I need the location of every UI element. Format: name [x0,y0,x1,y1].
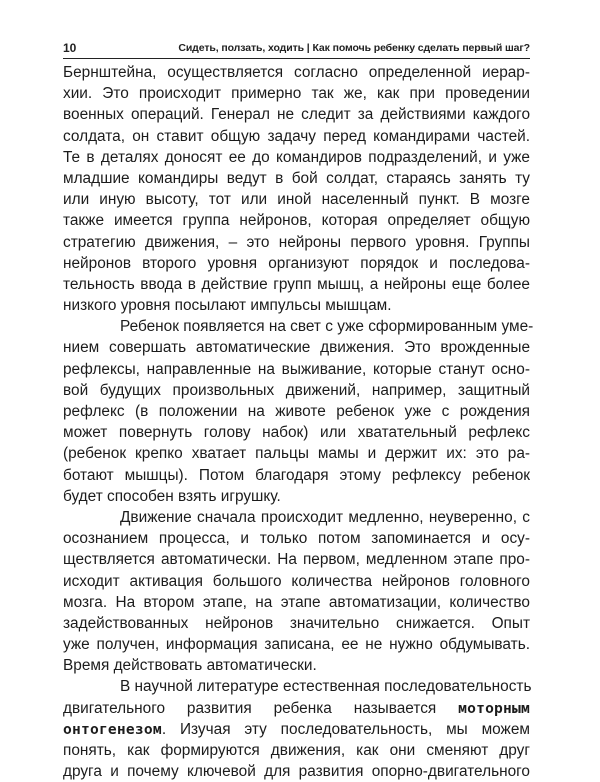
text-line: ботают мышцы). Потом благодаря этому рефлексу ребенок [63,466,530,484]
text-line: также имеется группа нейронов, которая определяет общую [63,212,530,230]
text-line: тельность ввода в действие групп мышц, а нейроны еще более [63,275,530,293]
term-motor: моторным [458,699,530,717]
text-line: будет способен взять игрушку. [63,487,281,505]
text-line: Движение сначала происходит медленно, неуверенно, с [120,508,530,526]
text-line: нием совершать автоматические движения. Это врожденные [63,339,530,357]
paragraph-4 [63,676,530,782]
paragraph-1 [63,62,530,316]
text-line: понять, как формируются движения, как они сменяют друг [63,742,530,759]
text-line: друга и почему ключевой для развития опорно-двигательного [63,763,530,781]
text-line: исходит активация большого количества нейронов головного [63,572,530,590]
text-line: вой будущих произвольных движений, например, защитный [63,381,530,399]
paragraph-3 [63,507,530,677]
body-text [63,62,534,782]
page-number: 10 [63,41,77,55]
text-line: Те в деталях доносят ее до командиров подразделений, и уже [63,148,530,166]
text-line: хии. Это происходит примерно так же, как при проведении [63,85,530,103]
text-line: Ребенок появляется на свет с уже сформированным уме- [120,318,534,336]
text-line: или иную высоту, тот или иной населенный пункт. В мозге [63,191,530,209]
term-ontogenesis: онтогенезом [63,720,162,738]
page-header [63,40,530,59]
text-line: нейронов второго уровня организуют порядок и последова- [63,254,530,272]
text-fragment: двигательного развития ребенка называется [63,699,459,717]
text-line: стратегию движения, – это нейроны первого уровня. Группы [63,233,530,251]
text-line: солдата, он ставит общую задачу перед командирами частей. [63,127,530,145]
text-line: ществляется автоматически. На первом, медленном этапе про- [63,551,530,569]
text-line: Бернштейна, осуществляется согласно определенной иерар- [63,64,530,81]
text-line: военных операций. Генерал не следит за действиями каждого [63,106,530,124]
paragraph-2 [63,316,534,507]
text-line: младшие командиры ведут в бой солдат, стараясь занять ту [63,169,530,187]
text-line: рефлекс (в положении на животе ребенок уже с рождения [63,403,530,420]
text-line: (ребенок крепко хватает пальцы мамы и держит их: это ра- [63,445,530,463]
text-line [63,698,530,719]
text-line: задействованных нейронов значительно снижается. Опыт [63,614,530,632]
text-line: Время действовать автоматически. [63,657,317,675]
text-line: низкого уровня посылают импульсы мышцам. [63,297,392,315]
text-line: может повернуть голову набок) или хватательный рефлекс [63,424,530,442]
text-line [63,719,530,740]
running-title: Сидеть, ползать, ходить | Как помочь ребенку сделать первый шаг? [178,42,530,54]
text-line: уже получен, информация записана, ее не нужно обдумывать. [63,636,530,654]
text-line: В научной литературе естественная последовательность [120,678,532,696]
text-line: рефлексы, направленные на выживание, которые станут осно- [63,360,530,378]
text-line: осознанием процесса, и только потом запоминается и осу- [63,530,530,548]
text-fragment: . Изучая эту последовательность, мы можем [161,720,530,738]
text-line: мозга. На втором этапе, на этапе автоматизации, количество [63,593,530,611]
